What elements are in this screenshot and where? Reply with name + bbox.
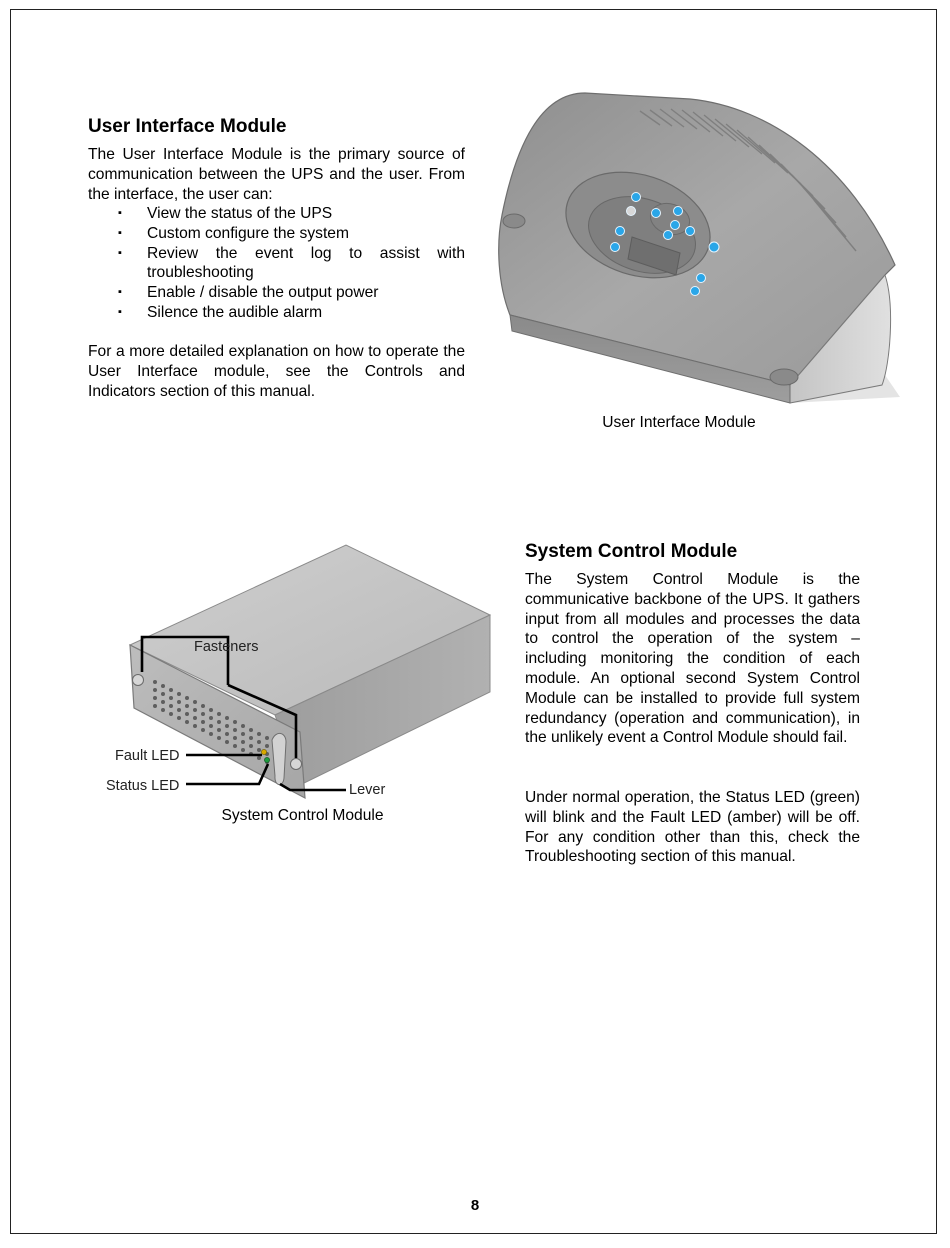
status-led-callout: Status LED <box>106 778 180 794</box>
scm-paragraph-1: The System Control Module is the communicative backbone of the UPS. It gathers input from all modules and processes the data to control the operation of the system – including monitoring the condition of each module. An optional second System Control Module can be installed to provide full system redundancy (operation and communication), in the unlikely event a Control Module should fail. <box>525 571 860 747</box>
page-number: 8 <box>470 1197 480 1214</box>
button-icon <box>652 209 661 218</box>
bullet-marker: ▪ <box>118 246 122 259</box>
button-icon <box>627 207 636 216</box>
fault-led-callout: Fault LED <box>115 748 180 764</box>
list-item: ▪ View the status of the UPS <box>118 205 333 222</box>
scm-caption: System Control Module <box>221 807 384 824</box>
fastener-icon <box>291 759 302 770</box>
power-button-icon <box>709 242 719 252</box>
ui-module-caption: User Interface Module <box>602 414 756 431</box>
list-item: ▪ Silence the audible alarm <box>118 303 323 321</box>
button-icon <box>697 274 706 283</box>
bullet-marker: ▪ <box>118 305 122 318</box>
button-icon <box>674 207 683 216</box>
ui-module-illustration <box>490 85 910 415</box>
button-icon <box>616 227 625 236</box>
bullet-marker: ▪ <box>118 207 122 219</box>
fault-led-icon <box>261 749 266 754</box>
mount-hole <box>770 369 798 385</box>
mount-hole <box>503 214 525 228</box>
ui-module-closing: For a more detailed explanation on how to operate the User Interface module, see the Controls and Indicators section of this manual. <box>88 343 465 400</box>
button-icon <box>632 193 641 202</box>
button-icon <box>691 287 700 296</box>
scm-heading: System Control Module <box>525 541 738 562</box>
button-icon <box>611 243 620 252</box>
bullet-marker: ▪ <box>118 226 122 239</box>
status-led-icon <box>264 757 269 762</box>
button-icon <box>671 221 680 230</box>
fastener-icon <box>133 675 144 686</box>
lever-callout: Lever <box>349 782 386 798</box>
list-item: ▪ Enable / disable the output power <box>118 284 379 302</box>
scm-paragraph-2: Under normal operation, the Status LED (green) will blink and the Fault LED (amber) will be off. For any condition other than this, check the Troubleshooting section of this manual. <box>525 789 860 866</box>
button-icon <box>686 227 695 236</box>
ui-module-intro: The User Interface Module is the primary source of communication between the UPS and the user. From the interface, the user can: <box>88 146 465 203</box>
fasteners-callout: Fasteners <box>194 639 259 655</box>
list-item: ▪ Review the event log to assist with troubleshooting <box>118 244 465 282</box>
ui-capabilities-list <box>88 204 465 323</box>
list-item: ▪ Custom configure the system <box>118 224 349 242</box>
scm-illustration <box>100 540 500 805</box>
bullet-marker: ▪ <box>118 286 122 299</box>
ui-module-heading: User Interface Module <box>88 116 287 137</box>
button-icon <box>664 231 673 240</box>
